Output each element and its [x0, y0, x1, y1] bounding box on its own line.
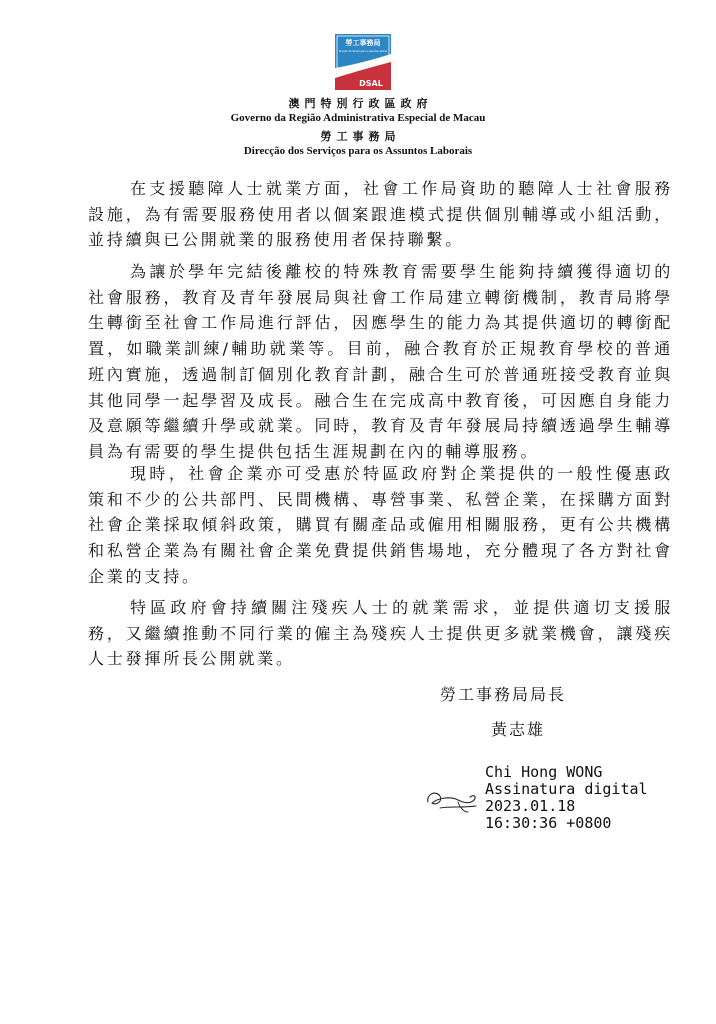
paragraph-3: 現時，社會企業亦可受惠於特區政府對企業提供的一般性優惠政策和不少的公共部門、民間機構、專營事業、私營企業，在採購方面對社會企業採取傾斜政策，購買有關產品或僱用相關服務，更有公共機構和私營企業為有關社會企業免費提供銷售場地，充分體現了各方對社會企業的支持。 [88, 464, 673, 586]
header-gov-cn: 澳門特別行政區政府 [288, 97, 433, 110]
digital-signature-date: 2023.01.18 [485, 797, 576, 815]
header-dept-cn: 勞工事務局 [320, 130, 401, 143]
handwritten-signature [422, 782, 482, 818]
digital-signature-block [485, 764, 648, 832]
logo-abbr: DSAL [359, 79, 383, 88]
signature-title: 勞工事務局局長 [440, 685, 567, 704]
header-dept-pt: Direcção dos Serviços para os Assuntos Laborais [243, 145, 473, 157]
paragraph-1: 在支援聽障人士就業方面，社會工作局資助的聽障人士社會服務設施，為有需要服務使用者以個案跟進模式提供個別輔導或小組活動，並持續與已公開就業的服務使用者保持聯繫。 [88, 179, 673, 250]
digital-signer-name: Chi Hong WONG [485, 763, 603, 781]
digital-signature-label: Assinatura digital [485, 780, 648, 798]
logo-text-top: 勞工事務局 [345, 39, 381, 47]
paragraph-4: 特區政府會持續關注殘疾人士的就業需求，並提供適切支援服務，又繼續推動不同行業的僱主為殘疾人士提供更多就業機會，讓殘疾人士發揮所長公開就業。 [88, 598, 673, 669]
paragraph-2: 為讓於學年完結後離校的特殊教育需要學生能夠持續獲得適切的社會服務，教育及青年發展局與社會工作局建立轉銜機制，教青局將學生轉銜至社會工作局進行評估，因應學生的能力為其提供適切的轉銜配置，如職業訓練/輔助就業等。目前，融合教育於正規教育學校的普通班內實施，透過制訂個別化教育計劃，融合生可於普通班接受教育並與其他同學一起學習及成長。融合生在完成高中教育後，可因應自身能力及意願等繼續升學或就業。同時，教育及青年發展局持續透過學生輔導員為有需要的學生提供包括生涯規劃在內的輔導服務。 [88, 262, 673, 461]
dsal-logo [335, 34, 391, 90]
digital-signature-time: 16:30:36 +0800 [485, 814, 612, 832]
header-gov-pt: Governo da Região Administrativa Especial de Macau [230, 112, 486, 124]
logo-text-middle: Direcção dos Serviços para os Assuntos Laborais [339, 50, 388, 53]
signature-name: 黃志雄 [491, 720, 546, 739]
